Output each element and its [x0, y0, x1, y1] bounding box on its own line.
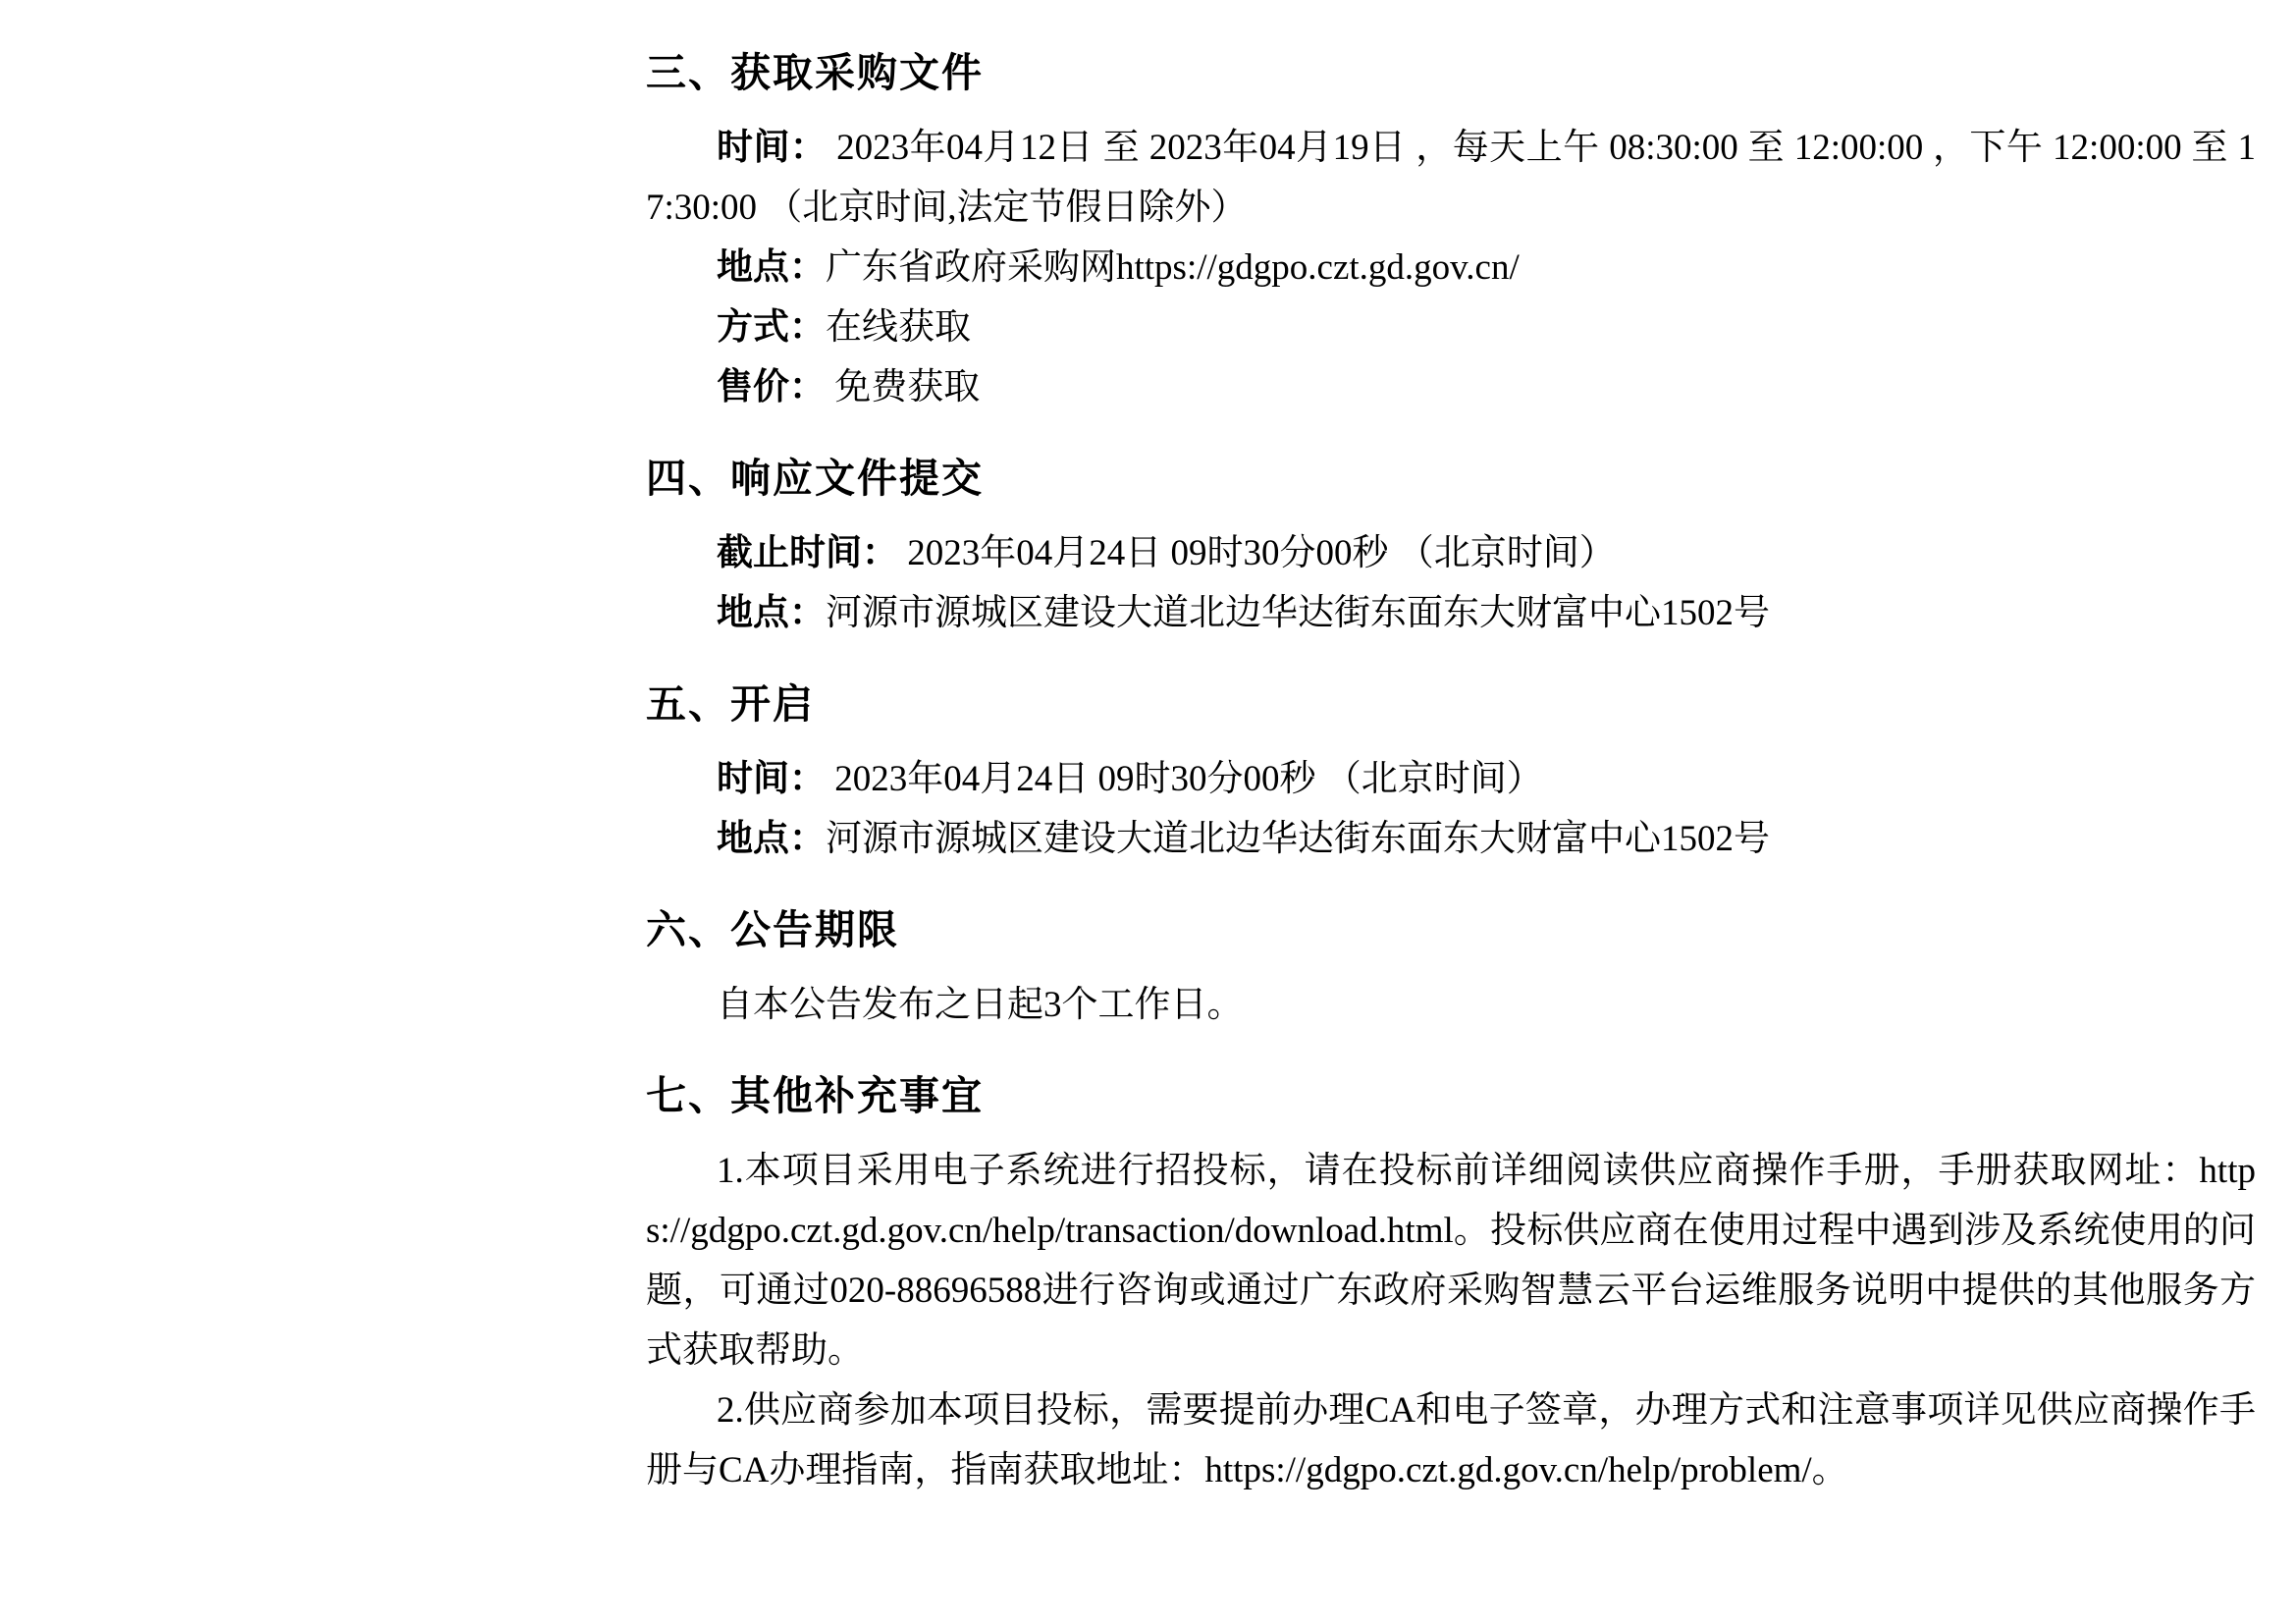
item-value: 广东省政府采购网https://gdgpo.czt.gd.gov.cn/: [826, 247, 1520, 288]
item-label: 地点：: [717, 247, 826, 288]
item-value: 2023年04月24日 09时30分00秒 （北京时间）: [826, 759, 1543, 799]
item-label: 时间：: [717, 128, 828, 168]
detail-line-time: [646, 118, 2256, 238]
section-obtain-documents: [646, 45, 2256, 417]
detail-line-method: [646, 298, 2256, 357]
detail-line-location: [646, 238, 2256, 298]
item-value: 在线获取: [826, 307, 971, 348]
supplement-paragraph-1: [646, 1141, 2256, 1380]
item-value: 1.本项目采用电子系统进行招投标，请在投标前详细阅读供应商操作手册，手册获取网址：https://gdgpo.czt.gd.gov.cn/help/transaction/download.html。投标供应商在使用过程中遇到涉及系统使用的问题，可通过020-88696588进行咨询或通过广东政府采购智慧云平台运维服务说明中提供的其他服务方式获取帮助。: [646, 1151, 2256, 1371]
detail-line-period: [646, 975, 2256, 1035]
item-label: 方式：: [717, 307, 826, 348]
section-announcement-period: [646, 902, 2256, 1035]
item-label: 时间：: [717, 759, 826, 799]
section-heading: 五、开启: [646, 681, 815, 727]
section-heading: 四、响应文件提交: [646, 456, 984, 501]
item-value: 免费获取: [826, 367, 981, 407]
supplement-paragraph-2: [646, 1380, 2256, 1500]
section-heading: 六、公告期限: [646, 907, 899, 952]
detail-line-deadline: [646, 523, 2256, 583]
item-value: 2023年04月24日 09时30分00秒 （北京时间）: [898, 533, 1616, 573]
item-value: 自本公告发布之日起3个工作日。: [717, 985, 1244, 1025]
section-response-submission: [646, 451, 2256, 643]
section-opening: [646, 677, 2256, 869]
section-supplementary-matters: [646, 1068, 2256, 1500]
item-value: 河源市源城区建设大道北边华达街东面东大财富中心1502号: [826, 819, 1770, 859]
item-label: 截止时间：: [717, 533, 898, 573]
item-label: 地点：: [717, 593, 826, 633]
detail-line-location: [646, 583, 2256, 643]
document-content: [646, 45, 2256, 1500]
item-value: 2.供应商参加本项目投标，需要提前办理CA和电子签章，办理方式和注意事项详见供应商操作手册与CA办理指南，指南获取地址：https://gdgpo.czt.gd.gov.cn/help/problem/。: [646, 1390, 2256, 1490]
section-heading: 三、获取采购文件: [646, 50, 984, 95]
item-value: 河源市源城区建设大道北边华达街东面东大财富中心1502号: [826, 593, 1770, 633]
item-label: 售价：: [717, 367, 826, 407]
section-heading: 七、其他补充事宜: [646, 1073, 984, 1118]
detail-line-location: [646, 809, 2256, 869]
detail-line-price: [646, 357, 2256, 417]
item-value: 2023年04月12日 至 2023年04月19日 ，每天上午 08:30:00 至 12:00:00 ，下午 12:00:00 至 17:30:00 （北京时间,法定节假日除外）: [646, 128, 2256, 228]
item-label: 地点：: [717, 819, 826, 859]
detail-line-time: [646, 749, 2256, 809]
